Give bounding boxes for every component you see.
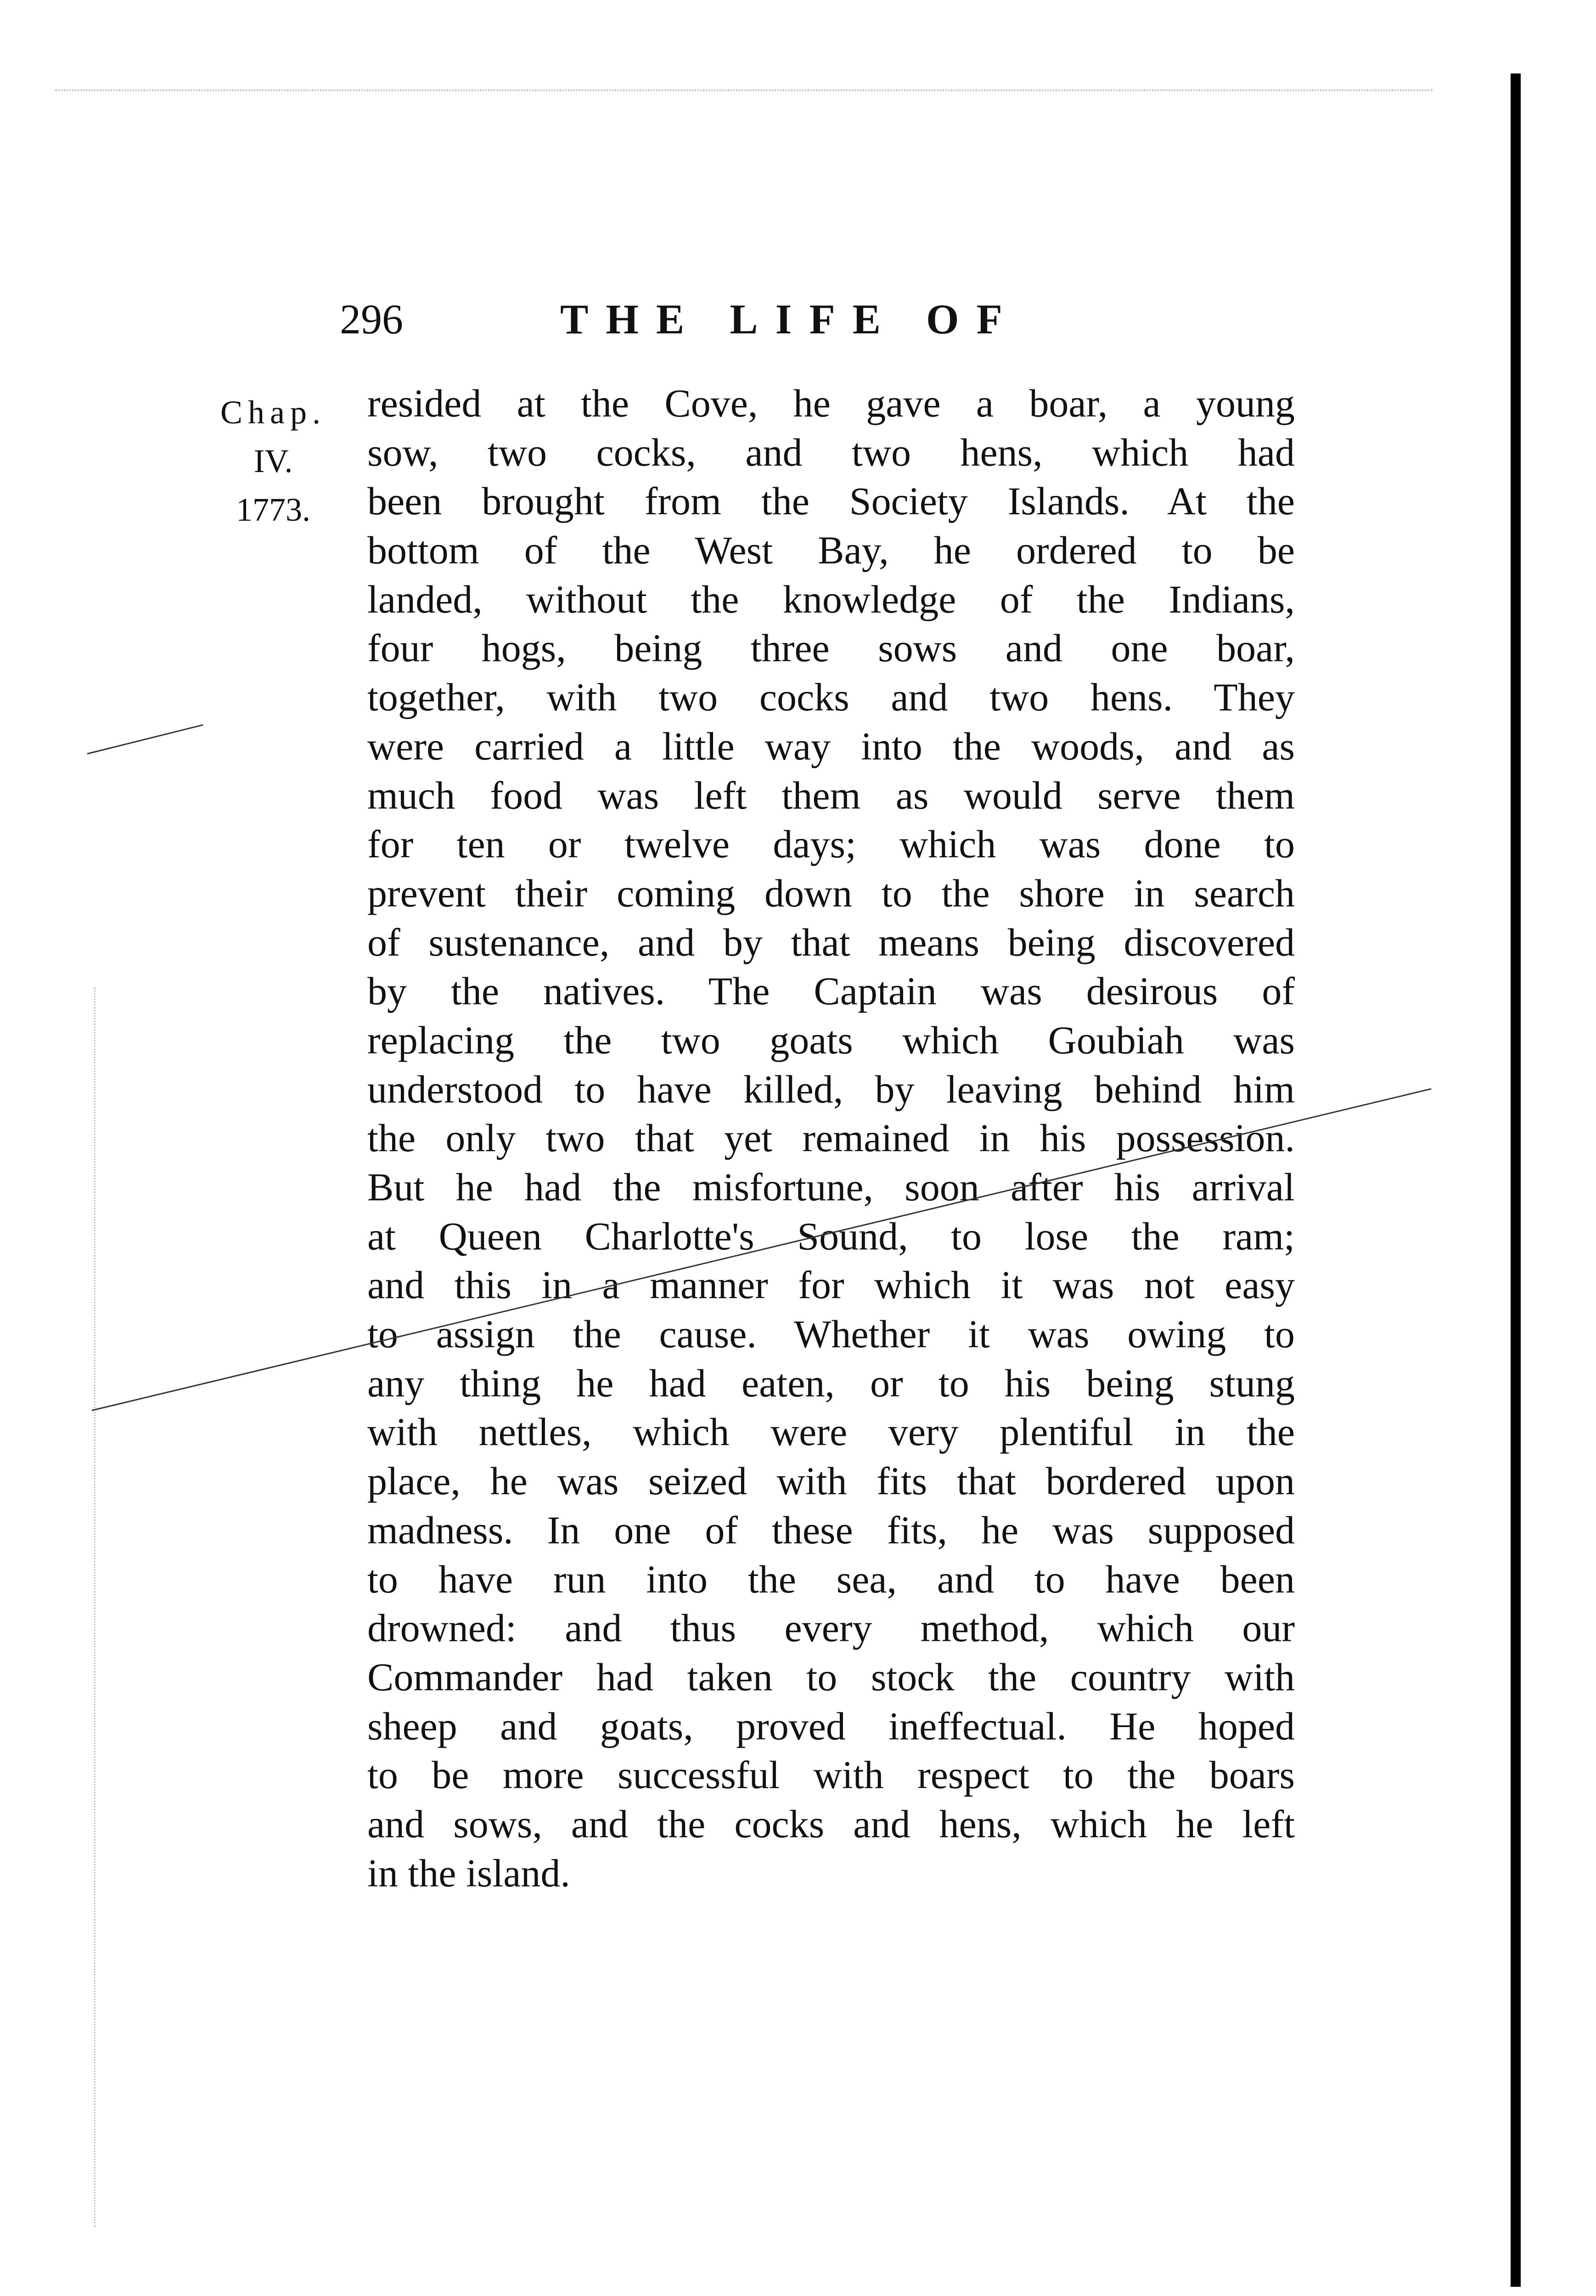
page-edge-speckle	[55, 90, 1433, 91]
text-line: in the island.	[367, 1851, 570, 1895]
text-line: with nettles, which were very plentiful in the	[367, 1410, 1295, 1454]
text-line: together, with two cocks and two hens. They	[367, 675, 1295, 720]
text-line: replacing the two goats which Goubiah was	[367, 1018, 1295, 1062]
text-line: drowned: and thus every method, which our	[367, 1606, 1295, 1650]
year-label: 1773.	[236, 491, 310, 528]
text-line: to be more successful with respect to the boars	[367, 1753, 1295, 1797]
text-line: But he had the misfortune, soon after his arrival	[367, 1165, 1295, 1209]
text-line: understood to have killed, by leaving behind him	[367, 1067, 1295, 1111]
text-line: been brought from the Society Islands. At the	[367, 479, 1295, 523]
running-head: THE LIFE OF	[560, 296, 1020, 343]
text-line: to assign the cause. Whether it was owing to	[367, 1312, 1295, 1356]
text-line: resided at the Cove, he gave a boar, a young	[367, 381, 1295, 425]
text-line: at Queen Charlotte's Sound, to lose the ram;	[367, 1214, 1295, 1258]
chapter-number: IV.	[253, 443, 293, 479]
text-line: four hogs, being three sows and one boar,	[367, 626, 1295, 670]
text-line: and sows, and the cocks and hens, which he left	[367, 1801, 1295, 1846]
pen-stroke	[87, 724, 203, 754]
page-header	[340, 289, 1120, 349]
body-text	[367, 379, 1295, 1897]
text-line: bottom of the West Bay, he ordered to be	[367, 528, 1295, 573]
text-line: sow, two cocks, and two hens, which had	[367, 430, 1295, 474]
text-line: prevent their coming down to the shore in search	[367, 871, 1295, 915]
text-line: by the natives. The Captain was desirous of	[367, 969, 1295, 1013]
margin-speckle	[94, 987, 96, 2227]
text-line: for ten or twelve days; which was done to	[367, 822, 1295, 867]
binding-edge	[1511, 73, 1521, 2287]
text-line: were carried a little way into the woods, and as	[367, 724, 1295, 768]
text-line: the only two that yet remained in his possession.	[367, 1116, 1295, 1160]
text-line: Commander had taken to stock the country with	[367, 1654, 1295, 1699]
text-line: much food was left them as would serve them	[367, 773, 1295, 817]
text-line: madness. In one of these fits, he was supposed	[367, 1508, 1295, 1552]
text-line: of sustenance, and by that means being discovered	[367, 920, 1295, 964]
text-line: and this in a manner for which it was not easy	[367, 1263, 1295, 1307]
text-line: landed, without the knowledge of the Indians,	[367, 577, 1295, 621]
text-line: place, he was seized with fits that bordered upon	[367, 1459, 1295, 1503]
text-line: any thing he had eaten, or to his being stung	[367, 1361, 1295, 1405]
page-number: 296	[340, 296, 403, 343]
chapter-label: Chap.	[220, 394, 326, 431]
text-line: sheep and goats, proved ineffectual. He hoped	[367, 1704, 1295, 1748]
margin-note	[193, 388, 354, 534]
text-line: to have run into the sea, and to have been	[367, 1557, 1295, 1601]
